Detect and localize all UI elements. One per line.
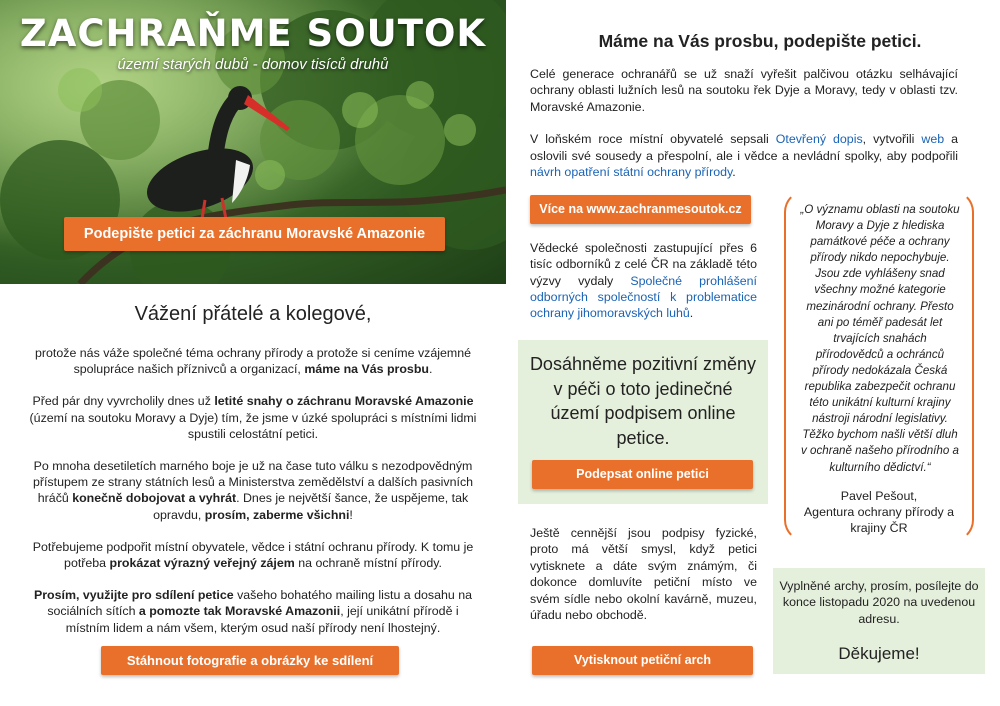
joint-statement-link[interactable]: Společné prohlášení odborných společností k problematice ochrany jihomoravských luhů (530, 273, 757, 321)
quote-text: „O významu oblasti na soutoku Moravy a Dyje z hlediska památkové péče a ochrany přírody nikdo nepochybuje. Jsou zde vyhlášeny snad všechny možné kategorie mezinárodní ochrany. Přesto ani po téměř padesát let trvajících snahách přírodovědců a ochránců přírody nedokázala Česká republika zabezpečit ochranu této unikátní kulturní krajiny nástroji národní legislativy. Těžko bychom našli větší dluh v ochraně našeho přírodního a kulturního dědictví.“ (800, 203, 960, 474)
proposal-link[interactable]: návrh opatření státní ochrany přírody (530, 165, 733, 180)
paragraph-3: Po mnoha desetiletích marného boje je už na čase tuto válku s nezodpovědným přístupem ze strany státních lesů a Ministerstva zemědělství a dalších pasivních hráčů konečně dobojovat a vyhrát. Dnes je největší šance, že uspějeme, tak opravdu, prosím, zaberme všichni! (32, 459, 474, 522)
intro-paragraph-1: Celé generace ochranářů se už snaží vyřešit palčivou otázku selhávající ochrany oblasti lužních lesů na soutoku řek Dyje a Moravy, tedy v oblasti tzv. Moravské Amazonie. (530, 67, 958, 114)
paragraph-2: Před pár dny vyvrcholily dnes už letité snahy o záchranu Moravské Amazonie (území na soutoku Moravy a Dyje) tím, že jsme v úzké spolupráci s místními lidmi spustili celostátní petici. (29, 394, 477, 441)
website-button[interactable]: Více na www.zachranmesoutok.cz (530, 195, 751, 224)
author-organization: Agentura ochrany přírody a krajiny ČR (803, 505, 955, 536)
hero-subtitle: území starých dubů - domov tisíců druhů (117, 56, 389, 73)
print-petition-sheet-button[interactable]: Vytisknout petiční arch (532, 646, 753, 675)
left-letter-body (26, 345, 480, 652)
paragraph-5: Prosím, využijte pro sdílení petice vašeho bohatého mailing listu a dosahu na sociálních sítích a pomozte tak Moravské Amazonii, její unikátní přírodě i místním lidem a nám všem, kterým osud naší přírody není lhostejný. (33, 588, 473, 635)
author-name: Pavel Pešout, (840, 489, 918, 503)
mailing-info-text: Vyplněné archy, prosím, posílejte do konce listopadu 2020 na uvedenou adresu. (779, 579, 979, 626)
thanks-text: Děkujeme! (838, 644, 920, 663)
web-link[interactable]: web (921, 132, 945, 147)
online-petition-text: Dosáhněme pozitivní změny v péči o toto jedinečné území podpisem online petice. (529, 354, 757, 448)
intro-paragraph-2: V loňském roce místní obyvatelé sepsali Otevřený dopis, vytvořili web a oslovili své sousedy a přespolní, ale i vědce a nevládní spolky, aby podpořili návrh opatření státní ochrany přírody. (530, 132, 958, 180)
download-photos-button[interactable]: Stáhnout fotografie a obrázky ke sdílení (101, 646, 399, 675)
hero-title: ZACHRAŇME SOUTOK (19, 12, 487, 55)
sign-petition-hero-button[interactable]: Podepište petici za záchranu Moravské Amazonie (64, 217, 445, 251)
physical-signatures-text: Ještě cennější jsou podpisy fyzické, proto má větší smysl, když petici vytisknete a dáte svým známým, či dokonce domluvíte petiční místo ve svém sídle nebo okolní kavárně, muzeu, úřadu nebo obchodě. (530, 526, 757, 623)
sign-online-petition-button[interactable]: Podepsat online petici (532, 460, 753, 489)
right-title: Máme na Vás prosbu, podepište petici. (598, 31, 922, 51)
hero-banner (0, 0, 506, 284)
greeting-heading: Vážení přátelé a kolegové, (134, 303, 372, 325)
scientific-statement-text: Vědecké společnosti zastupující přes 6 tisíc odborníků z celé ČR na základě této výzvy vydaly Společné prohlášení odborných společností k problematice ochrany jihomoravských luhů. (530, 241, 757, 321)
paragraph-4: Potřebujeme podpořit místní obyvatele, vědce i státní ochranu přírody. K tomu je potřeba prokázat výrazný veřejný zájem na ochraně místní přírody. (32, 539, 474, 571)
right-intro (530, 66, 958, 196)
quote-author (790, 488, 968, 537)
open-letter-link[interactable]: Otevřený dopis (775, 132, 863, 147)
paragraph-1: protože nás váže společné téma ochrany přírody a protože si ceníme vzájemné spolupráce našich příznivců a organizací, máme na Vás prosbu. (35, 346, 471, 377)
